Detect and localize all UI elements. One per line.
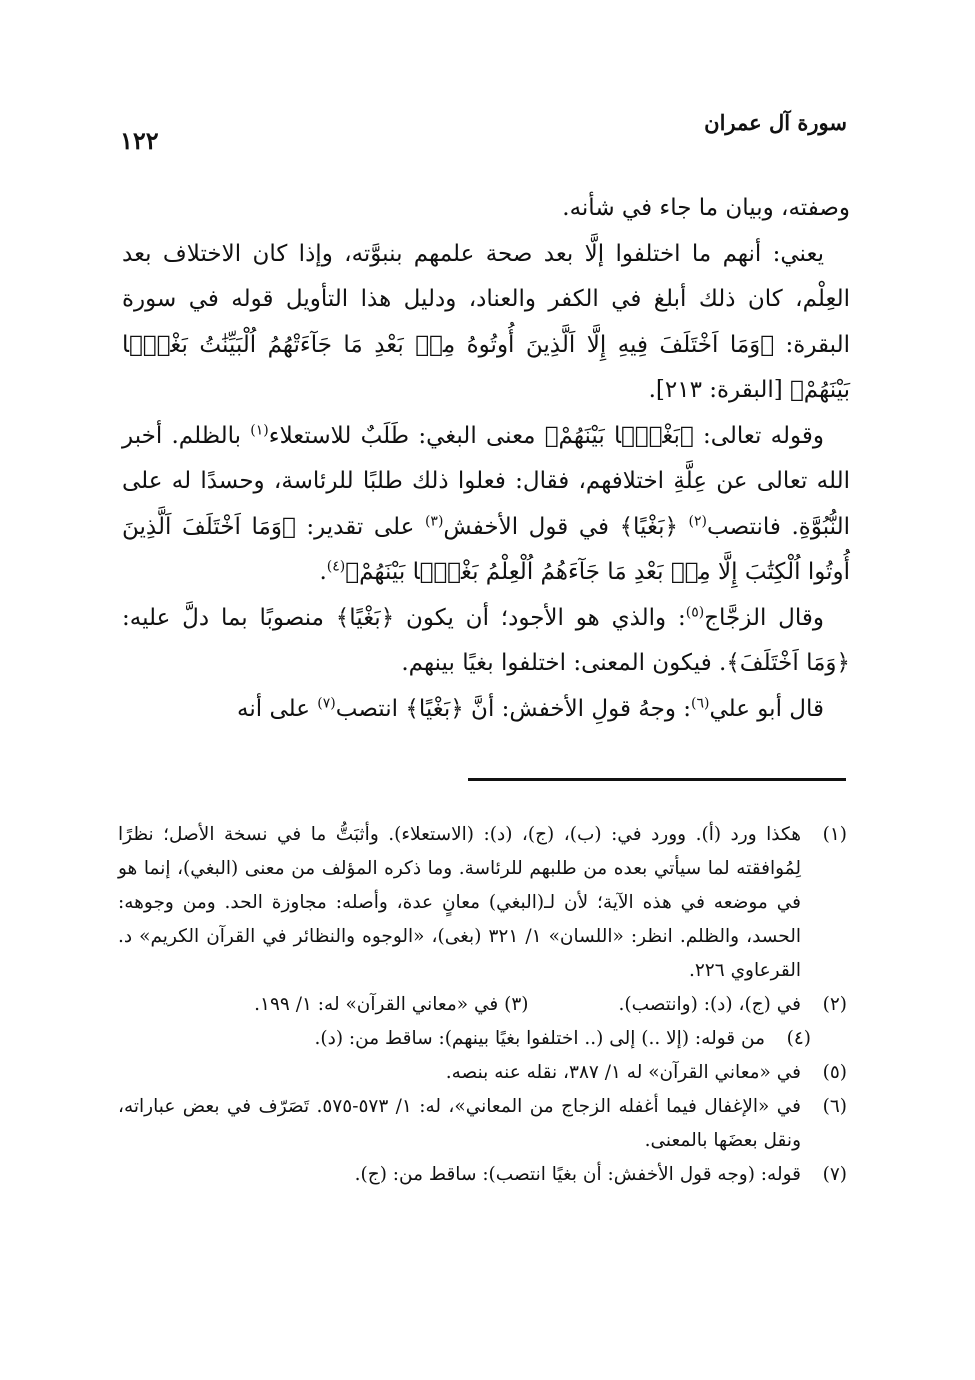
footnote-text: من قوله: (إلا ..) إلى (.. اختلفوا بغيًا بينهم): ساقط من: (د). [314,1028,765,1049]
footnote-1 [118,818,847,988]
footnote-number: (٤) [786,1028,811,1049]
paragraph-3-part-c: ﴿بَغْيًا﴾ في قول الأخفش [443,513,689,540]
footnote-text: في «معاني القرآن» له ١/ ٣٨٧، نقله عنه بنصه. [445,1062,801,1083]
footnote-ref-2: (٢) [688,512,708,529]
main-text [122,186,850,732]
paragraph-3-part-a: وقوله تعالى: ﴿بَغْيَۢا بَيْنَهُمْ﴾ معنى البغي: طَلَبٌ للاستعلاء [268,422,824,449]
page-number: ١٢٢ [120,126,159,155]
footnote-4 [118,1022,847,1056]
paragraph-5-part-a: قال أبو علي [709,695,824,722]
paragraph-5-part-b: : وجهُ قولِ الأخفش: أنَّ ﴿بَغْيًا﴾ انتصب [335,695,691,722]
footnote-ref-7: (٧) [317,694,336,711]
footnote-text: في «الإغفال فيما أغفله الزجاج من المعاني»، له: ١/ ٥٧٣-٥٧٥. تَصَرّف في بعض عباراته، ونقل بعضَها بالمعنى. [118,1096,801,1151]
paragraph-4-part-a: وقال الزجَّاج [704,604,824,631]
paragraph-3-part-b: بالظلم. أخبر الله تعالى عن عِلَّةِ اختلافهم، فقال: فعلوا ذلك طلبًا للرئاسة، وحسدًا له على النُّبُوَّةِ. فانتصب [122,422,850,540]
paragraph-4 [122,596,850,687]
paragraph-5-part-c: على أنه [237,695,318,722]
footnote-6 [118,1090,847,1158]
paragraph-3-part-e: . [319,559,327,585]
footnote-number: (٣) [504,994,529,1015]
footnote-text: هكذا ورد (أ). وورد في: (ب)، (ج)، (د): (الاستعلاء). وأثبَتُّ ما في نسخة الأصل؛ نظرًا لِمُوافقته لما سيأتي بعده من طلبهم للرئاسة. وما ذكره المؤلف من معنى (البغي)، إنما هو في موضعه في هذه الآية؛ لأن لـ(البغي) معانٍ عدة، وأصله: مجاوزة الحد. ومن وجوهه: الحسد، والظلم. انظر: «اللسان» ١/ ٣٢١ (بغى)، «الوجوه والنظائر في القرآن الكريم» د. القرعاوي ٢٢٦. [118,824,802,981]
footnote-number: (٥) [822,1062,847,1083]
paragraph-5 [122,687,850,733]
paragraph-1: وصفته، وبيان ما جاء في شأنه. [562,195,850,221]
footnote-ref-3: (٣) [424,512,444,529]
paragraph-2: يعني: أنهم ما اختلفوا إلَّا بعد صحة علمهم بنبوَّته، وإذا كان الاختلاف بعد العِلْم، كان ذلك أبلغ في الكفر والعناد، ودليل هذا التأويل قوله في سورة البقرة: ﴿وَمَا اَخْتَلَفَ فِيهِ إِلَّا اَلَّذِينَ أُوتُوهُ مِنۢ بَعْدِ مَا جَآءَتْهُمُ اُلْبَيِّنَٰتُ بَغْيَۢا بَيْنَهُمْ﴾ [البقرة: ٢١٣]. [122,240,850,403]
footnote-5 [118,1056,847,1090]
footnote-ref-6: (٦) [691,694,710,711]
footnote-ref-5: (٥) [685,603,705,620]
paragraph-3-part-d: على تقدير: ﴿وَمَا اَخْتَلَفَ اَلَّذِينَ أُوتُوا اُلْكِتَٰبَ إِلَّا مِنۢ بَعْدِ مَا جَآءَهُمُ اُلْعِلْمُ بَغْيَۢا بَيْنَهُمْ﴾ [122,513,850,585]
footnote-ref-1: (١) [250,421,269,438]
footnote-number: (٦) [822,1096,847,1117]
footnote-7 [118,1158,847,1192]
footnote-number: (١) [822,824,847,845]
footnote-2-3 [118,988,847,1022]
footnote-number: (٢) [822,994,847,1015]
paragraph-3 [122,414,850,596]
page-header [120,108,847,155]
footnote-number: (٧) [822,1164,847,1185]
footnote-ref-4: (٤) [326,558,346,575]
footnote-text: في (ج)، (د): (وانتصب). [618,994,801,1015]
surah-title: سورة آل عمران [704,110,847,135]
footnote-text: في «معاني القرآن» له: ١/ ١٩٩. [254,994,499,1015]
footnote-text: قوله: (وجه قول الأخفش: أن بغيًا انتصب): ساقط من: (ج). [354,1164,801,1185]
footnotes [118,818,847,1192]
footnote-separator [468,778,846,781]
paragraph-4-part-b: : والذي هو الأجود؛ أن يكون ﴿بَغْيًا﴾ منصوبًا بما دلَّ عليه: ﴿وَمَا اَخْتَلَفَ﴾. فيكون المعنى: اختلفوا بغيًا بينهم. [122,604,850,676]
